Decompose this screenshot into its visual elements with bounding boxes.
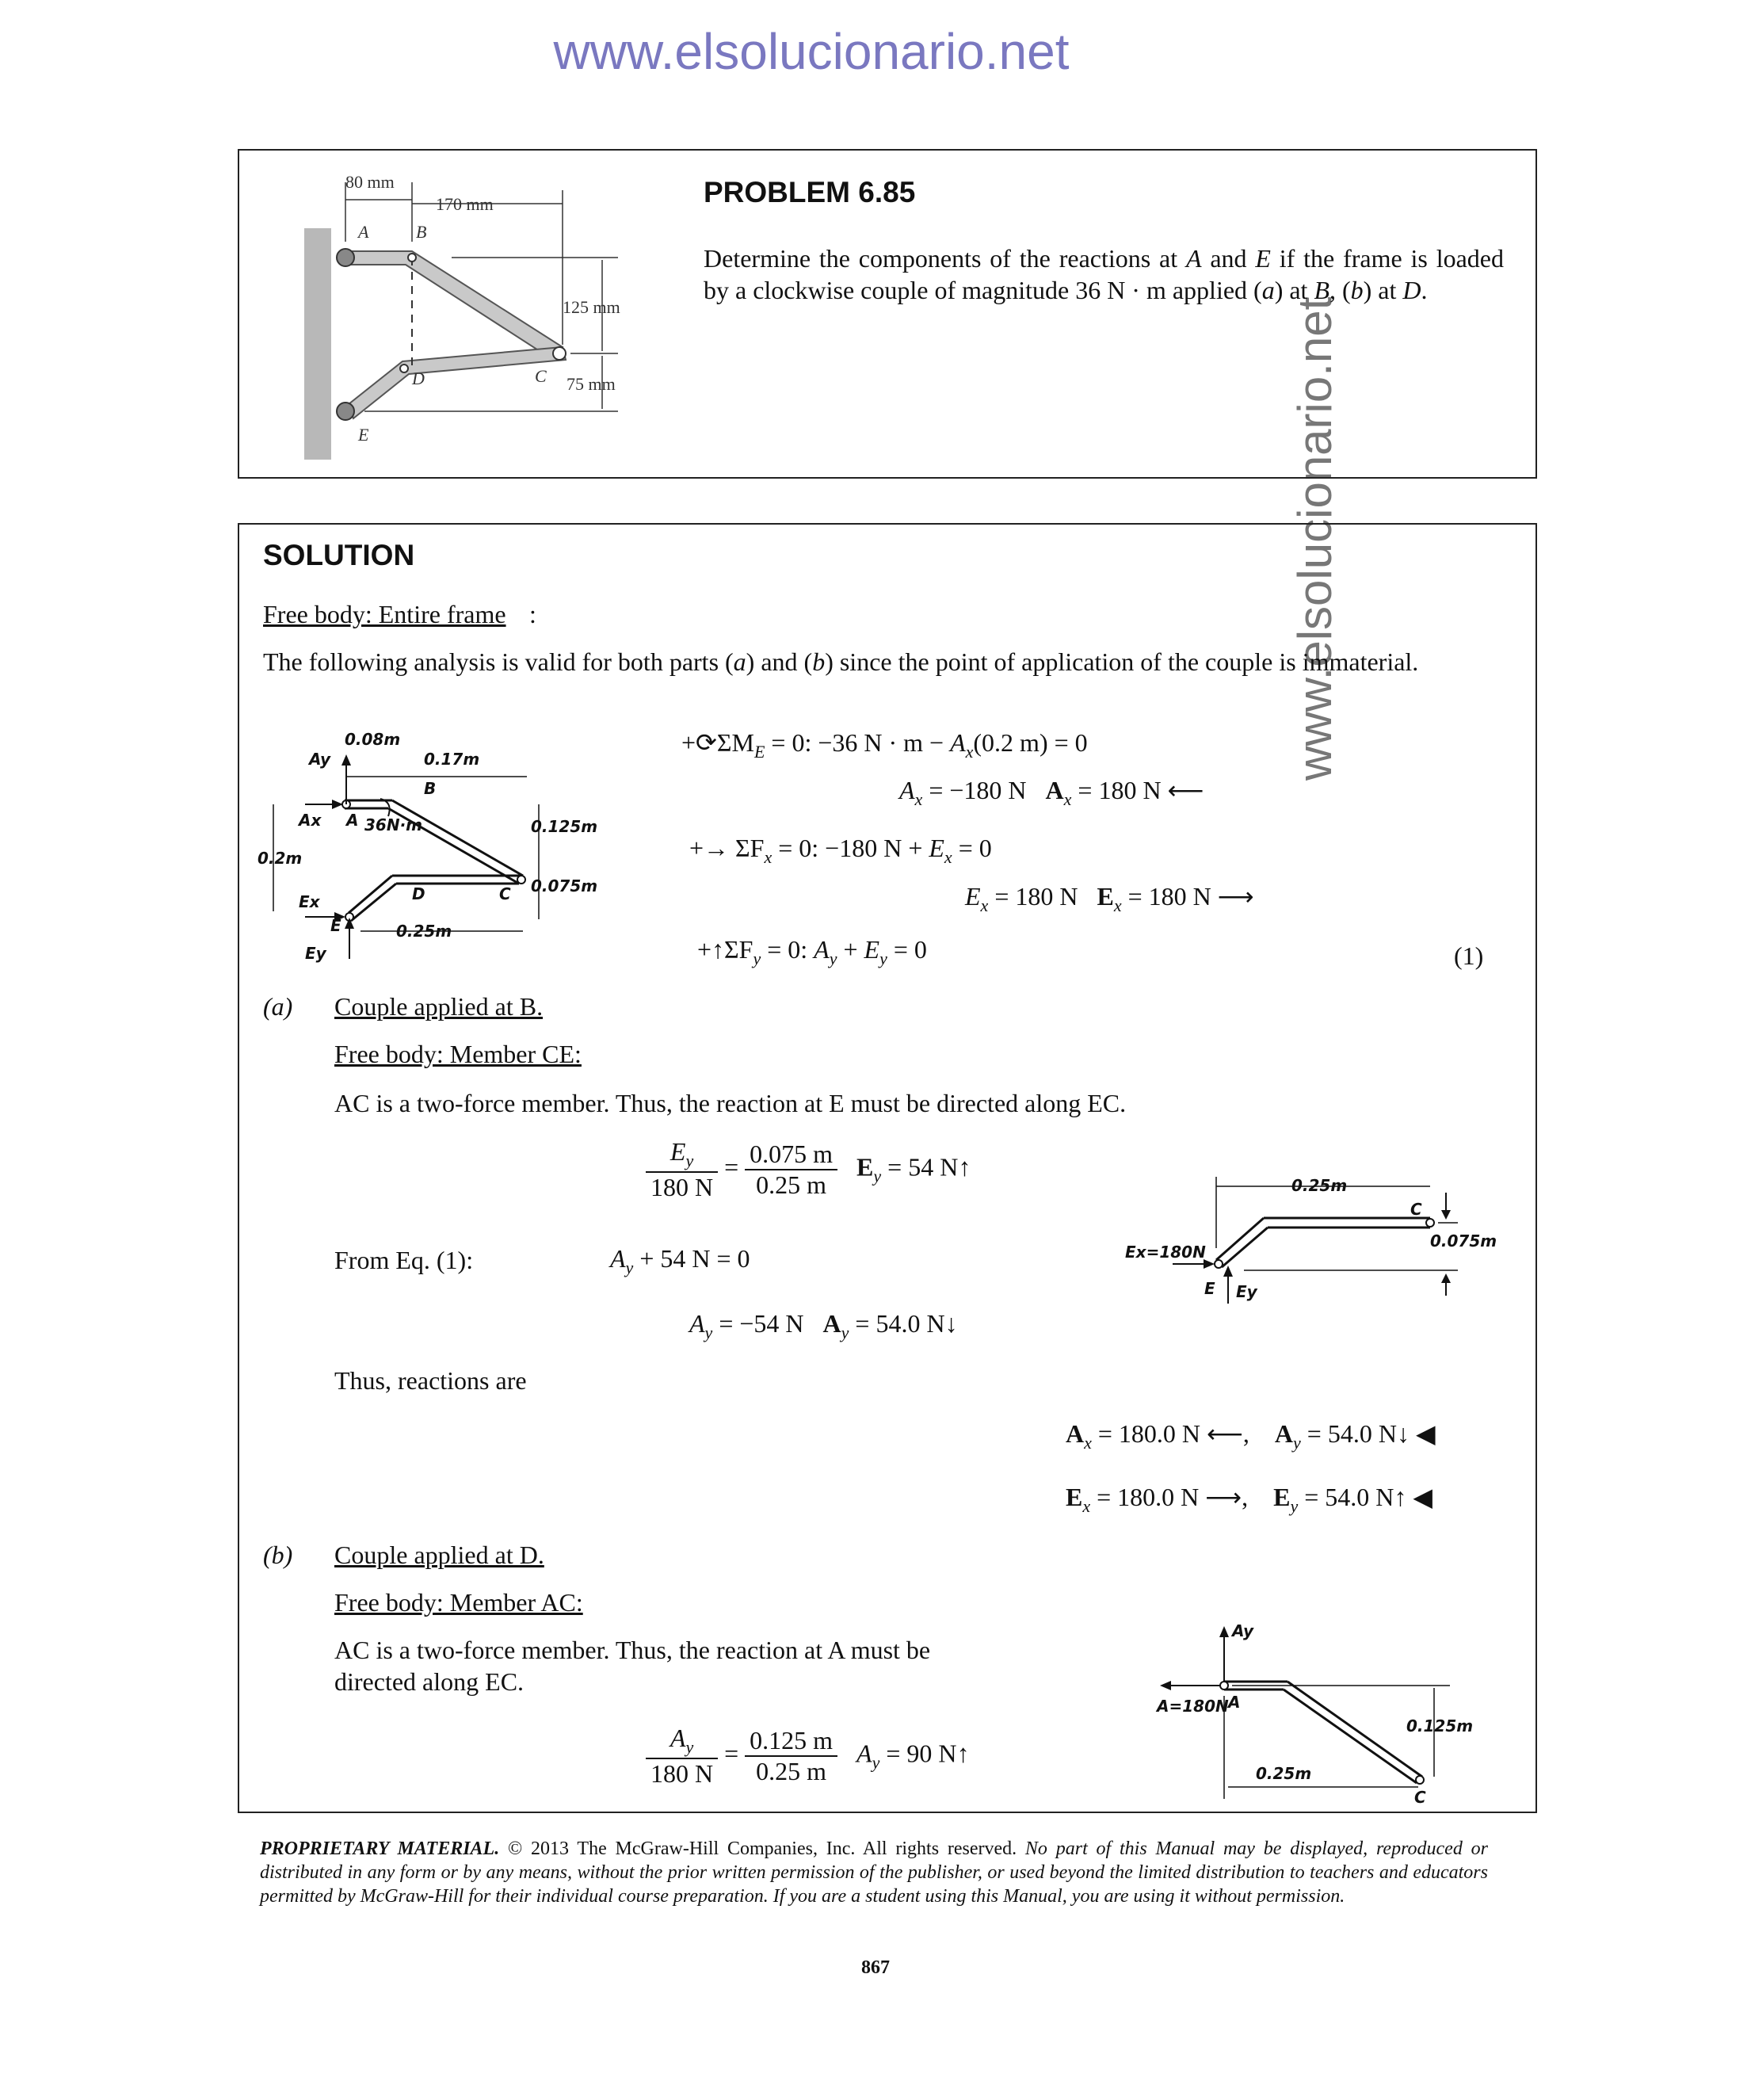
- label-e: E: [358, 425, 369, 445]
- part-a-title: Couple applied at B.: [334, 992, 544, 1021]
- label-b: B: [416, 222, 427, 242]
- part-a-label: (a): [263, 992, 293, 1021]
- answer-marker-icon: ◀: [1415, 1419, 1436, 1448]
- sk1-b: B: [424, 779, 437, 798]
- sketch-member-ce: [1125, 1169, 1497, 1308]
- sketch-entire-frame: [258, 729, 598, 967]
- part-b-label: (b): [263, 1541, 293, 1569]
- sk1-ax: Ax: [299, 811, 322, 830]
- sk1-d0125: 0.125m: [531, 817, 598, 836]
- footer-copyright: PROPRIETARY MATERIAL. © 2013 The McGraw-Hill Companies, Inc. All rights reserved. No part of this Manual may be displayed, reproduced or distributed in any form or by any means, without the prior written permission of the publisher, or used beyond the limited distribution to teachers and educators permitted by McGraw-Hill for their individual course preparation. If you are a student using this Manual, you are using it without permission.: [260, 1838, 1488, 1907]
- skb-d0125: 0.125m: [1406, 1716, 1474, 1735]
- label-d: D: [412, 368, 425, 388]
- part-a-final-e: $E_x = 180.0$ N ⟶, $E_y = 54.0$ N↑ ◀: [1066, 1483, 1433, 1516]
- label-c: C: [535, 366, 547, 386]
- sk1-d02: 0.2m: [258, 849, 303, 868]
- sk1-ay: Ay: [309, 750, 331, 769]
- sk1-e: E: [330, 916, 341, 935]
- arrow-up-icon: ↑: [956, 1739, 970, 1768]
- sk1-ey: Ey: [305, 944, 326, 963]
- sk1-d: D: [412, 884, 425, 903]
- member-abc: [349, 251, 563, 360]
- wall: [304, 228, 331, 460]
- sk1-d0075: 0.075m: [531, 876, 598, 895]
- part-a-thus: Thus, reactions are: [334, 1366, 527, 1395]
- part-a-final-a: $A_x = 180.0$ N ⟵, $A_y = 54.0$ N↓ ◀: [1066, 1419, 1436, 1453]
- eq-number-1: (1): [1454, 941, 1484, 970]
- problem-figure: [301, 166, 666, 468]
- sk1-d008: 0.08m: [345, 730, 401, 749]
- watermark-side-text: www.elsolucionario.net: [1288, 296, 1341, 781]
- dim-170: 170 mm: [436, 194, 494, 214]
- dim-125: 125 mm: [563, 297, 620, 317]
- part-a-ratio: $\frac{E_y}{180 N}$ = $\frac{0.075 m}{0.25 m}$ $E_y = 54$ N↑: [646, 1137, 971, 1202]
- skb-d025: 0.25m: [1256, 1764, 1312, 1783]
- skb-ax: A=180N: [1157, 1697, 1229, 1716]
- answer-marker-icon: ◀: [1413, 1483, 1433, 1511]
- eq-ex-result: $E_x = 180$ N $E_x = 180$ N ⟶: [965, 882, 1254, 915]
- watermark-top: www.elsolucionario.net: [553, 23, 1070, 80]
- problem-statement: Determine the components of the reactions at A and E if the frame is loaded by a clockwise couple of magnitude 36 N · m applied (a) at B, (b) at D.: [704, 244, 1505, 304]
- ska-e: E: [1204, 1279, 1215, 1298]
- part-a-from-eq: From Eq. (1):: [334, 1246, 474, 1274]
- eq-sum-fx: +→ $\Sigma F_x = 0$: −180 $N + E_x = 0$: [689, 834, 992, 867]
- sk1-d017: 0.17m: [424, 750, 480, 769]
- part-b-title: Couple applied at D.: [334, 1541, 544, 1569]
- sk1-couple: 36N·m: [364, 815, 423, 834]
- sk1-c: C: [499, 884, 511, 903]
- solution-title: SOLUTION: [263, 539, 415, 571]
- ska-ey: Ey: [1236, 1282, 1257, 1301]
- skb-a: A: [1228, 1693, 1241, 1712]
- sk1-ex: Ex: [299, 892, 320, 911]
- fb-entire-frame: Free body: Entire frame: [263, 600, 506, 628]
- part-b-two-force: AC is a two-force member. Thus, the reaction at A must be directed along EC.: [334, 1636, 931, 1696]
- ska-d0075: 0.075m: [1430, 1231, 1497, 1250]
- skb-ay: Ay: [1232, 1621, 1254, 1640]
- problem-title: PROBLEM 6.85: [704, 176, 916, 208]
- part-a-ay-result: $A_y = -54$ N $A_y = 54.0$ N↓: [689, 1309, 958, 1342]
- dim-80: 80 mm: [345, 172, 395, 192]
- part-b-ratio: $\frac{A_y}{180 N}$ = $\frac{0.125 m}{0.25 m}$ $A_y = 90$ N↑: [646, 1724, 970, 1789]
- ska-c: C: [1410, 1200, 1422, 1219]
- page-number: 867: [861, 1957, 890, 1978]
- ska-ex: Ex=180N: [1125, 1243, 1206, 1262]
- arrow-left-icon: ⟵: [1167, 776, 1204, 804]
- arrow-down-icon: ↓: [944, 1309, 958, 1338]
- part-a-from-eq-expr: $A_y + 54$ N = 0: [610, 1244, 750, 1277]
- ska-d025: 0.25m: [1291, 1176, 1348, 1195]
- part-a-two-force: AC is a two-force member. Thus, the reaction at E must be directed along EC.: [334, 1089, 1127, 1117]
- dim-75: 75 mm: [566, 374, 616, 394]
- eq-ax-result: $A_x = -180$ N $A_x = 180$ N ⟵: [899, 776, 1204, 809]
- sketch-member-ac: [1133, 1609, 1482, 1807]
- sk1-a: A: [346, 811, 359, 830]
- sk1-d025: 0.25m: [396, 922, 452, 941]
- arrow-right-icon: ⟶: [1217, 882, 1254, 911]
- part-b-fb: Free body: Member AC:: [334, 1588, 583, 1617]
- intro-paragraph: The following analysis is valid for both parts (a) and (b) since the point of application of the couple is immaterial.: [263, 647, 1419, 676]
- part-a-fb: Free body: Member CE:: [334, 1040, 582, 1068]
- label-a: A: [358, 222, 369, 242]
- eq-sum-fy: $+↑\Sigma F_y = 0$: $A_y + E_y = 0$: [697, 935, 927, 968]
- skb-c: C: [1414, 1788, 1426, 1807]
- arrow-up-icon: ↑: [958, 1152, 971, 1182]
- member-edc: [349, 347, 566, 418]
- eq-moment-e: $+⟳\Sigma M_E = 0$: −36 $N \cdot m - A_x(0.2$ m) = 0: [681, 728, 1088, 762]
